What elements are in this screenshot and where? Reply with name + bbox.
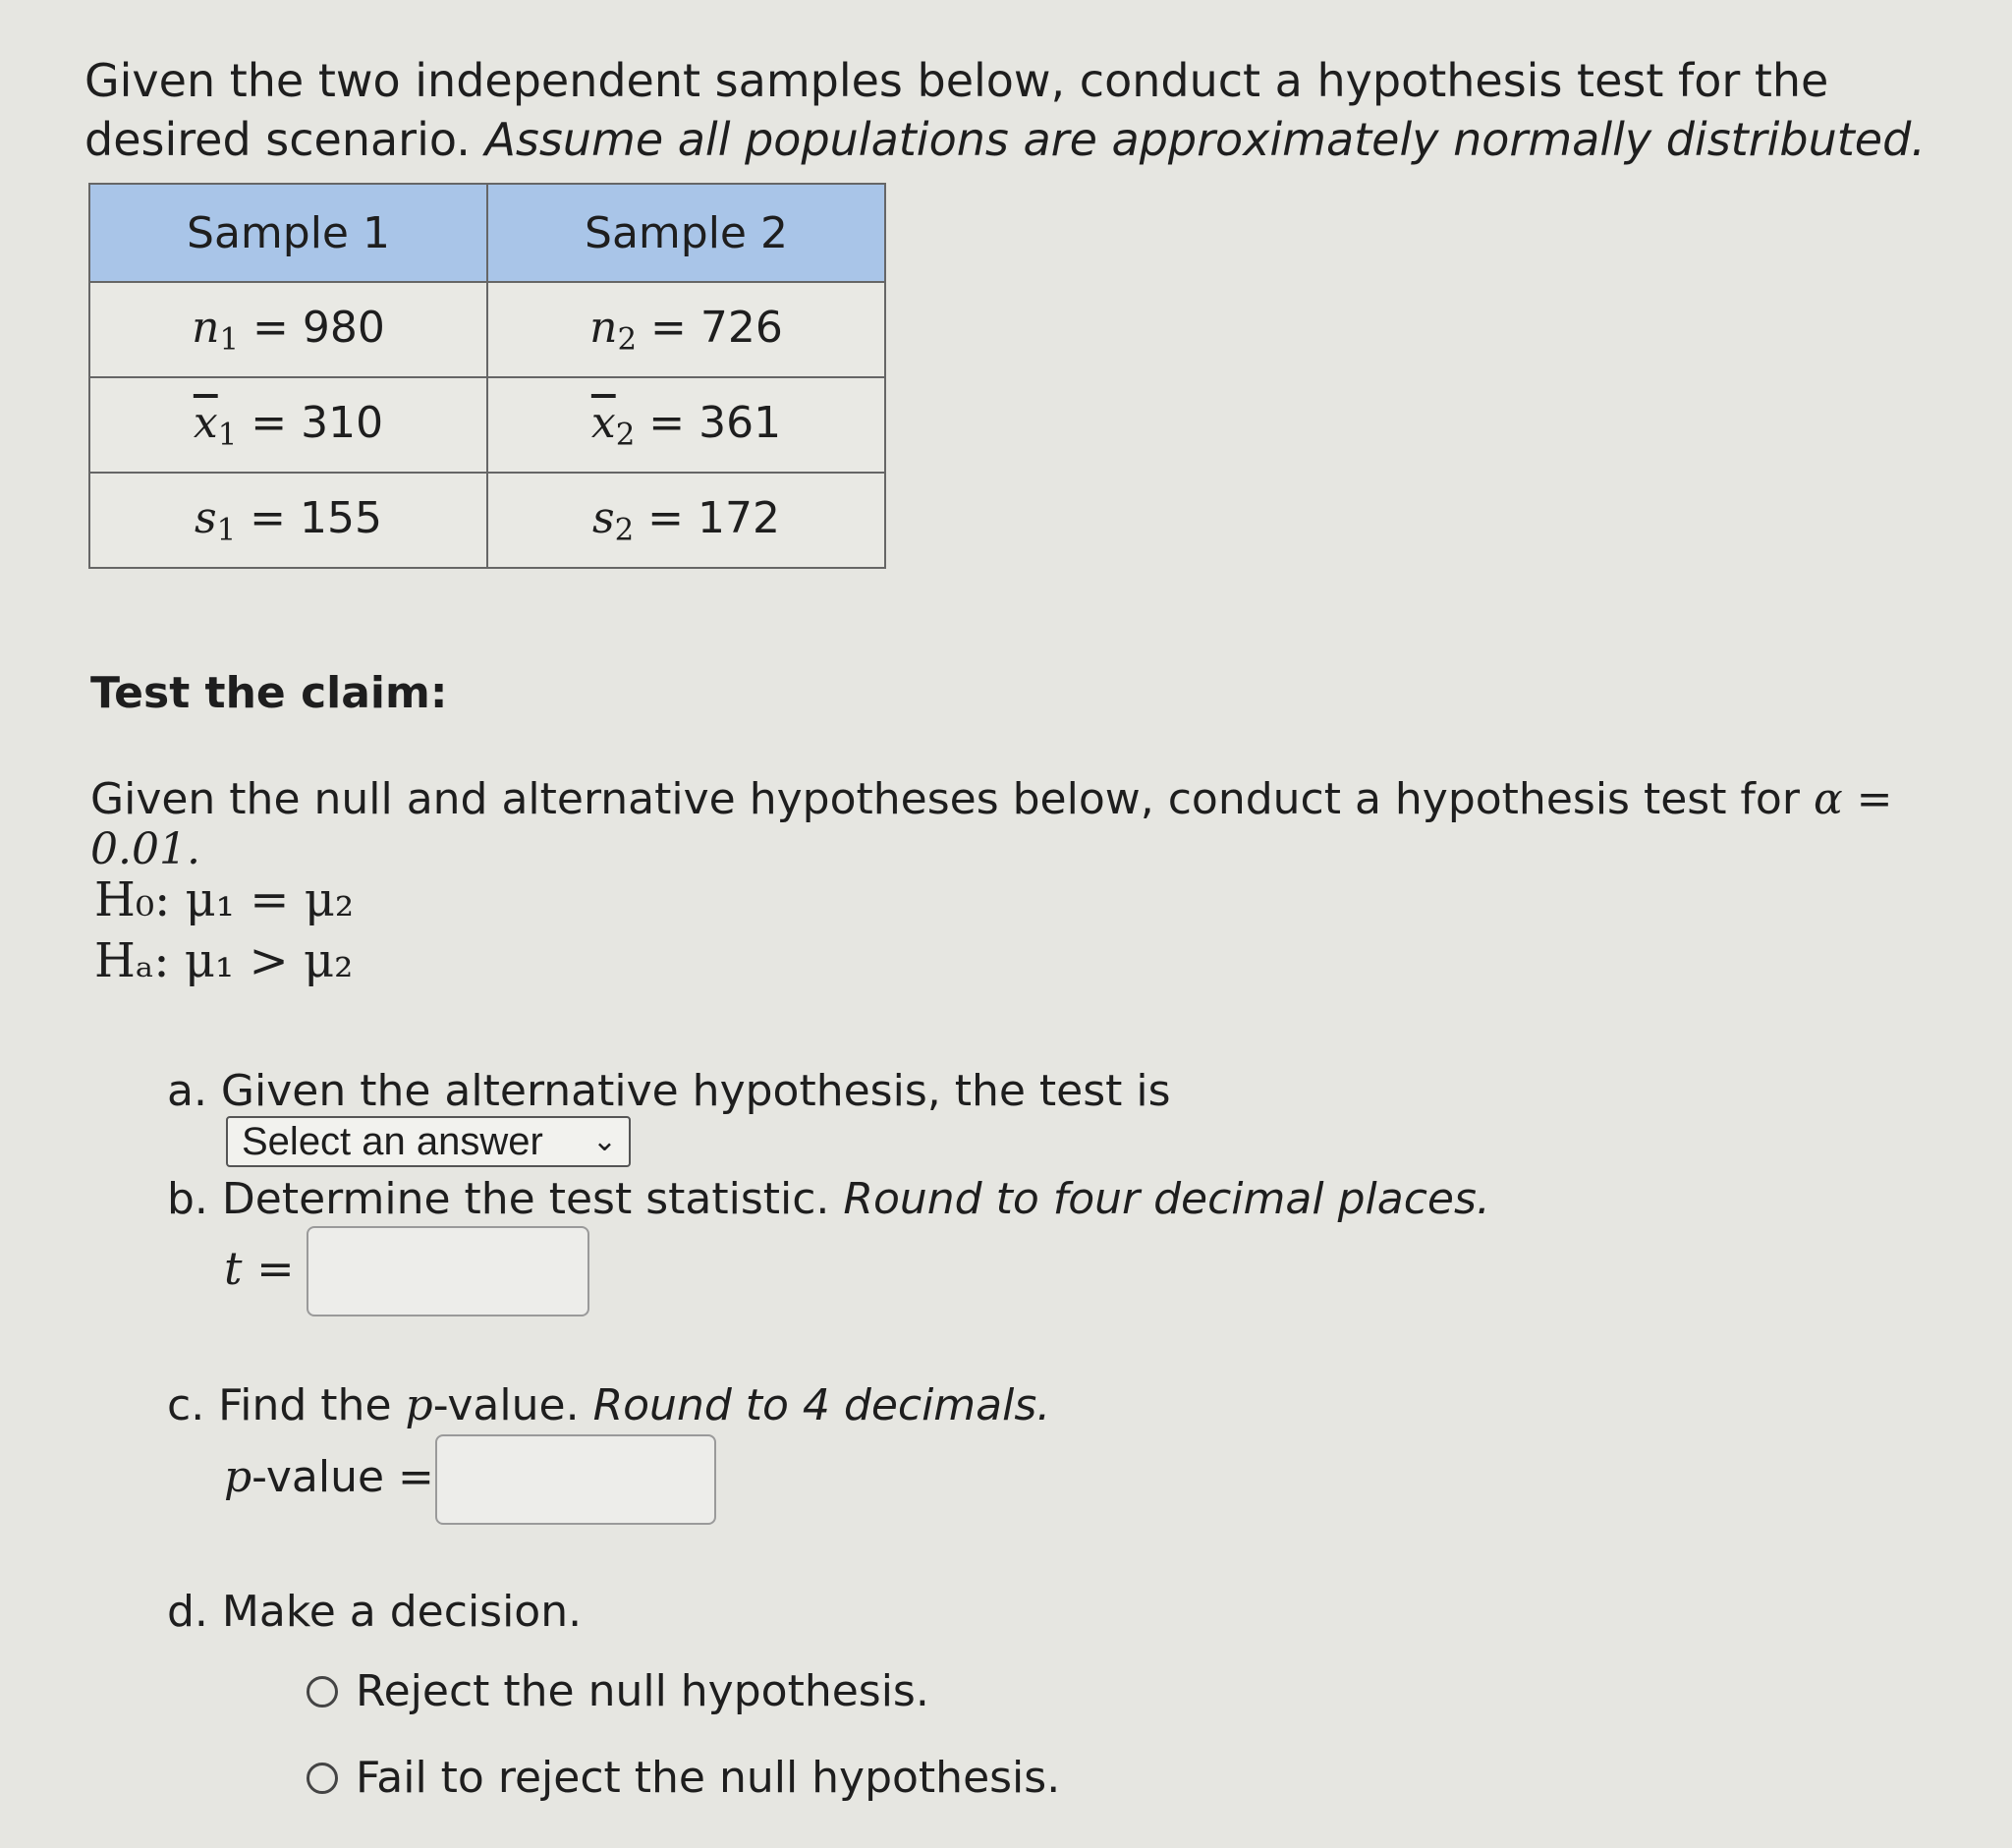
claim-heading: Test the claim:	[90, 668, 448, 718]
question-d: d. Make a decision.	[167, 1587, 583, 1637]
table-row	[89, 377, 885, 473]
intro-text	[84, 51, 1951, 169]
cell-s2: s2 = 172	[487, 473, 885, 568]
header-sample-1: Sample 1	[89, 184, 487, 282]
option-fail-to-reject[interactable]	[307, 1753, 1060, 1803]
cell-xbar2: $\overline{x}2 = 361$	[487, 377, 885, 473]
samples-table	[88, 183, 886, 569]
intro-plain: Given the two independent samples below, conduct a hypothesis test for the desired scenario.	[84, 54, 1829, 166]
p-value-input[interactable]	[435, 1434, 716, 1525]
chevron-down-icon: ⌄	[591, 1125, 617, 1157]
test-type-select[interactable]	[226, 1116, 631, 1167]
intro-italic: Assume all populations are approximately normally distributed.	[484, 113, 1926, 166]
cell-xbar1: $\overline{x}1 = 310$	[89, 377, 487, 473]
table-row	[89, 473, 885, 568]
null-hypothesis: H₀: μ₁ = μ₂	[94, 872, 355, 927]
cell-s1: s1 = 155	[89, 473, 487, 568]
table-row	[89, 282, 885, 377]
t-statistic-input[interactable]	[307, 1226, 589, 1316]
radio-reject[interactable]	[307, 1676, 338, 1708]
option-fail-label: Fail to reject the null hypothesis.	[356, 1753, 1061, 1803]
alt-hypothesis: Hₐ: μ₁ > μ₂	[94, 933, 354, 988]
alpha-line: Given the null and alternative hypotheses below, conduct a hypothesis test for α = 0.01.	[90, 774, 1893, 874]
question-b: b. Determine the test statistic. Round to four decimal places.	[167, 1174, 1490, 1224]
question-a: a. Given the alternative hypothesis, the test is	[167, 1066, 1171, 1116]
question-c: c. Find the p-value. Round to 4 decimals.	[167, 1380, 1051, 1430]
select-label: Select an answer	[242, 1120, 543, 1163]
cell-n1: n1 = 980	[89, 282, 487, 377]
option-reject-label: Reject the null hypothesis.	[356, 1666, 929, 1716]
cell-n2: n2 = 726	[487, 282, 885, 377]
option-reject[interactable]	[307, 1666, 929, 1716]
header-sample-2: Sample 2	[487, 184, 885, 282]
t-label: t =	[224, 1242, 295, 1295]
alpha-value: α = 0.01.	[90, 774, 1893, 874]
radio-fail-to-reject[interactable]	[307, 1763, 338, 1794]
p-value-label: p-value =	[224, 1452, 434, 1502]
